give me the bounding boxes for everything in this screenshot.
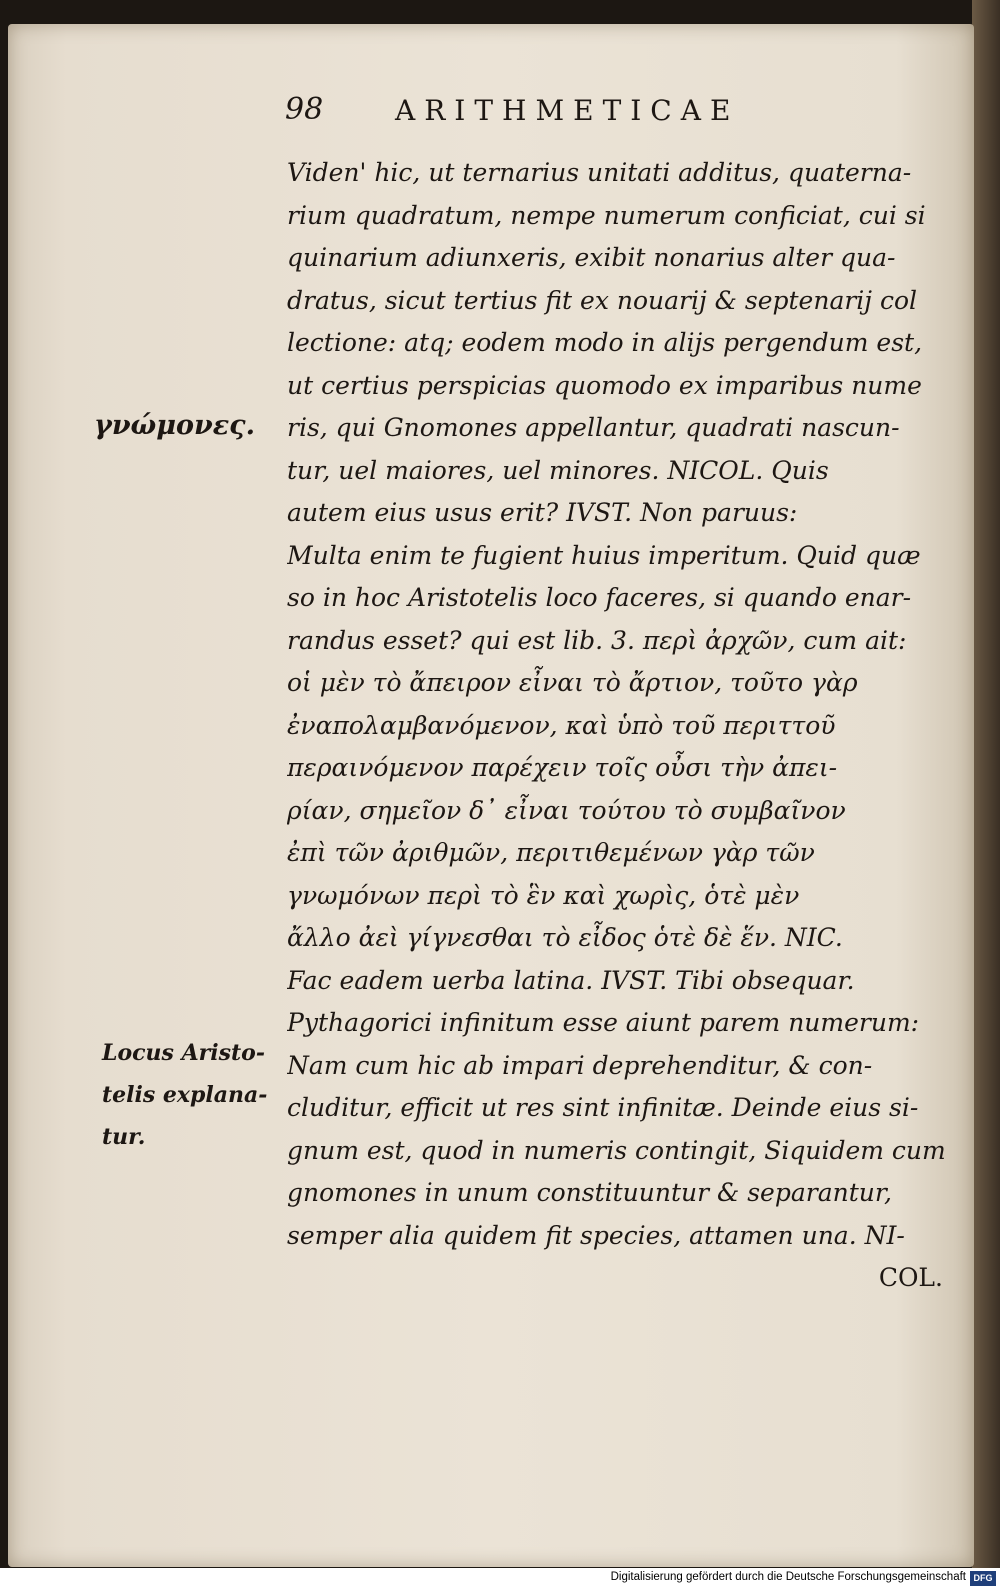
text-line: lectione: atq; eodem modo in alijs pergendum est, [287, 328, 923, 357]
margin-note-line: tur. [102, 1124, 146, 1150]
text-line: Viden' hic, ut ternarius unitati additus, quaterna- [287, 158, 912, 187]
greek-text-line: ἄλλο ἀεὶ γίγνεσθαι τὸ εἶδος ὁτὲ δὲ ἕν. NIC. [287, 923, 843, 952]
text-line: autem eius usus erit? IVST. Non paruus: [287, 498, 798, 527]
text-line: Pythagorici infinitum esse aiunt parem numerum: [287, 1008, 920, 1037]
text-line: Fac eadem uerba latina. IVST. Tibi obsequar. [287, 965, 855, 995]
greek-text-line: οἱ μὲν τὸ ἄπειρον εἶναι τὸ ἄρτιον, τοῦτο γὰρ [287, 668, 858, 697]
text-line: tur, uel maiores, uel minores. NICOL. Quis [287, 455, 829, 485]
body-text [287, 152, 957, 1300]
text-line: ut certius perspicias quomodo ex imparibus nume [287, 370, 922, 400]
book-edge [972, 0, 1000, 1568]
greek-text-line: ἐπὶ τῶν ἀριθμῶν, περιτιθεμένων γὰρ τῶν [287, 838, 815, 867]
margin-note-line: Locus Aristo- [102, 1040, 265, 1066]
greek-text-line: ρίαν, σημεῖον δ᾽ εἶναι τούτου τὸ συμβαῖνον [287, 795, 846, 825]
greek-text-line: γνωμόνων περὶ τὸ ἓν καὶ χωρὶς, ὁτὲ μὲν [287, 880, 800, 910]
text-line: Multa enim te fugient huius imperitum. Quid quæ [287, 540, 921, 570]
page-number: 98 [285, 92, 324, 127]
dfg-logo: DFG [970, 1571, 996, 1586]
text-line: quinarium adiunxeris, exibit nonarius alter qua- [287, 243, 896, 272]
digitization-footer [0, 1568, 1000, 1591]
margin-note-latin [102, 1032, 292, 1158]
text-line: Nam cum hic ab impari deprehenditur, & con- [287, 1050, 873, 1080]
text-line: gnum est, quod in numeris contingit, Siquidem cum [287, 1135, 946, 1165]
text-line: gnomones in unum constituuntur & separantur, [287, 1178, 892, 1207]
footer-credit: Digitalisierung gefördert durch die Deutsche Forschungsgemeinschaft [610, 1571, 966, 1583]
page-header [285, 92, 845, 132]
text-line: rium quadratum, nempe numerum conficiat, cui si [287, 200, 926, 230]
text-line: dratus, sicut tertius fit ex nouarij & septenarij col [287, 285, 918, 315]
text-line: semper alia quidem fit species, attamen una. NI- [287, 1220, 905, 1250]
text-line: ris, qui Gnomones appellantur, quadrati nascun- [287, 413, 900, 442]
greek-text-line: ἐναπολαμβανόμενον, καὶ ὑπὸ τοῦ περιττοῦ [287, 710, 836, 740]
text-line: cluditur, efficit ut res sint infinitæ. Deinde eius si- [287, 1093, 919, 1122]
margin-note-greek: γνώμονες. [94, 410, 256, 441]
running-head: ARITHMETICAE [395, 94, 740, 127]
catchword: COL. [878, 1263, 943, 1292]
text-line: so in hoc Aristotelis loco faceres, si quando enar- [287, 583, 912, 612]
greek-text-line: περαινόμενον παρέχειν τοῖς οὖσι τὴν ἀπει- [287, 753, 838, 782]
margin-note-line: telis explana- [102, 1082, 268, 1108]
text-line: randus esset? qui est lib. 3. περὶ ἀρχῶν, cum ait: [287, 625, 907, 655]
